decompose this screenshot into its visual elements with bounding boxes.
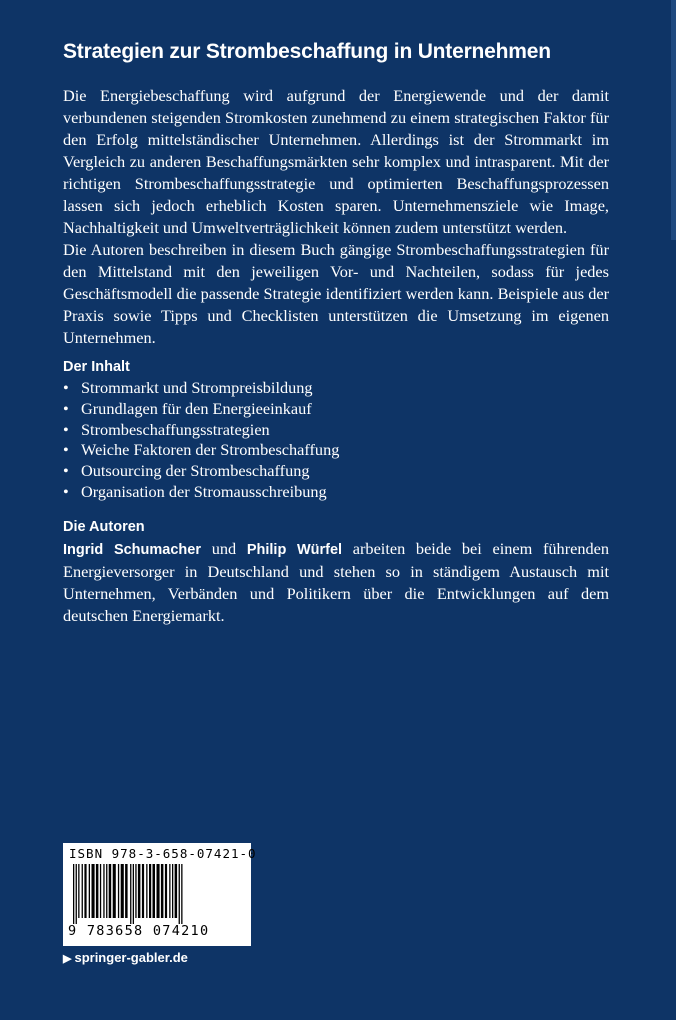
bullet-icon: • (63, 461, 69, 481)
isbn-barcode (63, 843, 257, 946)
list-item-label: Weiche Faktoren der Strombeschaffung (81, 440, 340, 460)
list-item (63, 482, 339, 503)
isbn-digits: 9 783658 074210 (68, 923, 210, 939)
authors-connector: und (200, 539, 247, 558)
list-item-label: Strommarkt und Strompreisbildung (81, 378, 313, 397)
bullet-icon: • (63, 419, 69, 439)
list-item-label: Strombeschaffungsstrategien (81, 419, 270, 439)
description-paragraph-2: Die Autoren beschreiben in diesem Buch gängige Strombeschaffungsstrategien für den Mittelstand mit den jeweiligen Vor- und Nachteilen, sodass für jedes Geschäftsmodell die passende Strategie identifiziert werden kann. Beispiele aus der Praxis sowie Tipps und Checklisten unterstützen die Umsetzung im eigenen Unternehmen. (63, 240, 609, 347)
publisher-website[interactable] (63, 950, 188, 965)
website-url: springer-gabler.de (74, 950, 188, 965)
list-item (63, 440, 339, 461)
list-item (63, 399, 339, 420)
bullet-icon: • (63, 398, 69, 418)
authors-description: arbeiten beide bei einem führenden Energieversorger in Deutschland und stehen so in ständigem Austausch mit Unternehmen, Verbänden und Politikern über die Entwicklungen auf dem deutschen Energiemarkt. (63, 539, 609, 625)
list-item-label: Organisation der Stromausschreibung (81, 481, 327, 501)
edge-stripe (671, 0, 676, 240)
isbn-label: ISBN 978-3-658-07421-0 (69, 846, 257, 861)
author-name-2: Philip Würfel (246, 542, 343, 558)
authors-heading: Die Autoren (63, 519, 145, 535)
arrow-right-icon: ▶ (63, 953, 72, 965)
bullet-icon: • (63, 440, 69, 460)
bullet-icon: • (63, 481, 69, 501)
contents-list (63, 378, 339, 503)
list-item-label: Grundlagen für den Energieeinkauf (81, 398, 312, 418)
bullet-icon: • (63, 378, 69, 397)
list-item (63, 378, 339, 399)
contents-heading: Der Inhalt (63, 359, 130, 375)
description-paragraph-1: Die Energiebeschaffung wird aufgrund der Energiewende und der damit verbundenen steigenden Stromkosten zunehmend zu einem strategischen Faktor für den Erfolg mittelständischer Unternehmen. Allerdings ist der Strommarkt im Vergleich zu anderen Beschaffungsmärkten sehr komplex und intrasparent. Mit der richtigen Strombeschaffungsstrategie und optimierten Beschaffungsprozessen lassen sich jedoch erheblich Kosten sparen. Unternehmensziele wie Image, Nachhaltigkeit und Umweltverträglichkeit können zudem unterstützt werden. (63, 86, 609, 237)
book-title: Strategien zur Strombeschaffung in Unternehmen (63, 40, 551, 63)
list-item-label: Outsourcing der Strombeschaffung (81, 461, 310, 481)
barcode-icon (69, 864, 245, 924)
list-item (63, 420, 339, 441)
authors-paragraph (63, 538, 609, 627)
list-item (63, 461, 339, 482)
author-name-1: Ingrid Schumacher (63, 542, 201, 558)
